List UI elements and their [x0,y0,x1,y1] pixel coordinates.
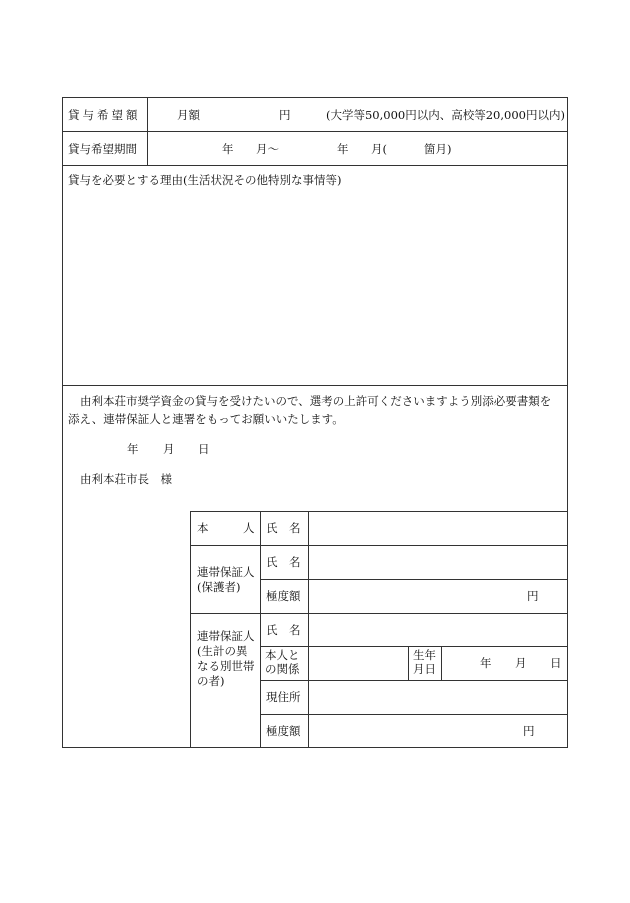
applicant-name-field[interactable] [310,513,565,544]
divider [190,511,567,512]
divider [441,646,442,681]
divider [408,646,409,681]
divider [308,511,309,748]
application-text-line2: 添え、連帯保証人と連署をもってお願いいたします。 [68,412,344,426]
applicant-name-label: 氏 名 [266,521,301,535]
guarantor2-sublabel: (生計の異 [197,644,248,658]
birth-day: 日 [550,656,562,670]
guarantor1-limit-label: 極度額 [266,589,301,603]
monthly-label: 月額 [177,108,200,122]
divider [260,680,567,681]
guarantor2-name-label: 氏 名 [266,623,301,637]
divider [260,579,567,580]
guarantor2-relation-field[interactable] [310,648,406,679]
guarantor1-limit-field[interactable] [310,581,520,612]
period-start-year: 年 [222,142,234,156]
loan-period-label: 貸与希望期間 [68,142,137,156]
loan-amount-label: 貸与希望額 [68,108,141,122]
form-top-border [62,97,567,98]
guarantor2-sublabel: なる別世帯 [197,659,255,673]
guarantor1-limit-yen: 円 [527,589,539,603]
period-end-month: 月( [371,142,387,156]
divider [190,511,191,748]
birthdate-label: 生年 [413,648,436,662]
guarantor1-label: 連帯保証人 [197,565,255,579]
period-end-year: 年 [337,142,349,156]
guarantor2-limit-yen: 円 [523,724,535,738]
divider [190,613,567,614]
reason-field[interactable] [64,190,565,382]
guarantor2-address-field[interactable] [310,682,565,713]
period-start-month: 月〜 [256,142,279,156]
guarantor1-name-label: 氏 名 [266,555,301,569]
form-bottom-border [62,747,567,748]
yen-label: 円 [279,108,291,122]
guarantor2-sublabel: の者) [197,674,225,688]
divider [147,97,148,166]
reason-label: 貸与を必要とする理由(生活状況その他特別な事情等) [68,173,342,187]
applicant-label: 本 人 [197,521,255,535]
guarantor1-name-field[interactable] [310,547,565,578]
guarantor1-sublabel: (保護者) [197,580,241,594]
birthdate-label: 月日 [413,662,436,676]
guarantor2-name-field[interactable] [310,615,565,645]
guarantor2-relation-label: の関係 [265,662,300,676]
guarantor2-label: 連帯保証人 [197,629,255,643]
form-left-border [62,97,63,748]
divider [62,385,567,386]
birth-month: 月 [515,656,527,670]
period-months-count: 箇月) [424,142,452,156]
form-right-border [567,97,568,748]
divider [62,131,567,132]
date-month: 月 [163,442,175,456]
birth-year: 年 [480,656,492,670]
guarantor2-address-label: 現住所 [266,690,301,704]
divider [190,545,567,546]
application-text-line1: 由利本荘市奨学資金の貸与を受けたいので、選考の上許可くださいますよう別添必要書類を [80,394,552,408]
divider [260,714,567,715]
divider [260,511,261,748]
divider [62,165,567,166]
divider [260,646,567,647]
date-day: 日 [198,442,210,456]
addressee: 由利本荘市長 様 [80,472,172,486]
guarantor2-limit-field[interactable] [310,716,515,746]
loan-limit-note: (大学等50,000円以内、高校等20,000円以内) [326,108,565,122]
guarantor2-limit-label: 極度額 [266,724,301,738]
guarantor2-relation-label: 本人と [265,648,300,662]
date-year: 年 [127,442,139,456]
